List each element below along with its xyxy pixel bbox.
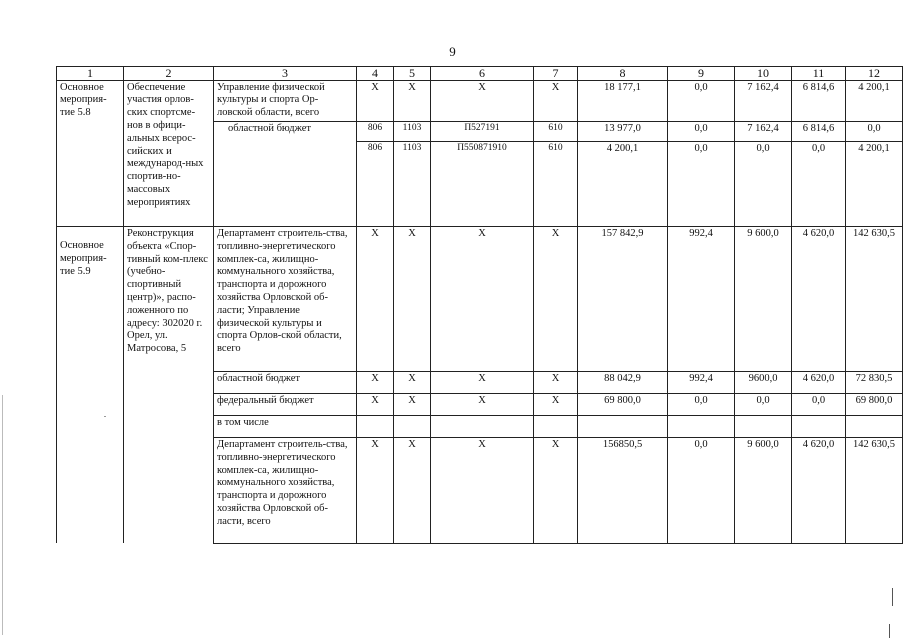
header-cell: 7 [534,67,578,81]
cell-year-1: 0,0 [668,141,735,226]
cell-total: 13 977,0 [578,121,668,141]
cell-grbs: 806 [357,141,394,226]
cell-year-4: 72 830,5 [846,371,903,393]
header-cell: 3 [214,67,357,81]
cell-year-4: 4 200,1 [846,80,903,121]
cell-year-2: 7 162,4 [735,121,792,141]
cell-section: X [394,393,431,415]
cell-section: X [394,371,431,393]
cell-year-2: 7 162,4 [735,80,792,121]
scan-artifact-line [892,588,893,606]
cell-year-1: 0,0 [668,437,735,543]
cell-expense-type: X [534,371,578,393]
table-row [57,80,903,121]
cell-grbs: X [357,226,394,371]
cell-year-3: 0,0 [792,141,846,226]
cell-year-1: 992,4 [668,371,735,393]
cell-year-3: 6 814,6 [792,121,846,141]
header-cell: 2 [124,67,214,81]
header-cell: 5 [394,67,431,81]
cell-year-4: 4 200,1 [846,141,903,226]
cell-year-3: 6 814,6 [792,80,846,121]
cell-year-1: 0,0 [668,393,735,415]
cell-target-article: X [431,393,534,415]
cell-target-article: П550871910 [431,141,534,226]
activity-label-text: Основное мероприя-тие 5.9 [60,239,107,277]
cell-expense-type: X [534,393,578,415]
cell-total: 157 842,9 [578,226,668,371]
cell-expense-type: 610 [534,141,578,226]
cell-expense-type: X [534,80,578,121]
cell-year-3: 0,0 [792,393,846,415]
cell-section: 1103 [394,141,431,226]
cell-total: 18 177,1 [578,80,668,121]
executor-cell: областной бюджет [214,371,357,393]
header-cell: 9 [668,67,735,81]
executor-cell: Управление физической культуры и спорта Ор-ловской области, всего [214,80,357,121]
cell-year-2: 0,0 [735,141,792,226]
scan-artifact-line [2,395,3,635]
cell-section: 1103 [394,121,431,141]
executor-cell: областной бюджет [214,121,357,226]
cell-target-article [431,415,534,437]
cell-year-4: 0,0 [846,121,903,141]
cell-year-3 [792,415,846,437]
cell-target-article: X [431,226,534,371]
header-cell: 11 [792,67,846,81]
activity-description: Реконструкция объекта «Спор-тивный ком-плекс (учебно-спортивный центр)», распо-ложенного по адресу: 302020 г. Орел, ул. Матросова, 5 [124,226,214,543]
cell-section: X [394,437,431,543]
cell-year-3: 4 620,0 [792,226,846,371]
cell-target-article: X [431,371,534,393]
header-cell: 12 [846,67,903,81]
header-row [57,67,903,81]
cell-year-2: 9600,0 [735,371,792,393]
cell-total [578,415,668,437]
cell-year-4: 142 630,5 [846,437,903,543]
cell-target-article: П527191 [431,121,534,141]
header-cell: 10 [735,67,792,81]
cell-section: X [394,226,431,371]
cell-grbs: X [357,80,394,121]
cell-expense-type: X [534,226,578,371]
table-row [57,226,903,371]
cell-year-2: 9 600,0 [735,226,792,371]
cell-expense-type: X [534,437,578,543]
header-cell: 6 [431,67,534,81]
budget-table [56,66,903,544]
cell-total: 69 800,0 [578,393,668,415]
cell-year-1: 0,0 [668,80,735,121]
page-number: 9 [449,44,456,59]
cell-year-1 [668,415,735,437]
activity-label [57,226,124,543]
cell-grbs: X [357,437,394,543]
cell-total: 88 042,9 [578,371,668,393]
header-cell: 4 [357,67,394,81]
cell-section [394,415,431,437]
cell-year-1: 0,0 [668,121,735,141]
cell-expense-type: 610 [534,121,578,141]
scan-artifact-dot [104,416,106,417]
cell-grbs: X [357,393,394,415]
cell-year-1: 992,4 [668,226,735,371]
cell-target-article: X [431,80,534,121]
cell-section: X [394,80,431,121]
activity-description: Обеспечение участия орлов-ских спортсме-нов в офици-альных всерос-сийских и международ-ных спортив-но-массовых мероприятиях [124,80,214,226]
cell-year-3: 4 620,0 [792,437,846,543]
cell-year-2: 9 600,0 [735,437,792,543]
executor-cell: Департамент строитель-ства, топливно-энергетического комплек-са, жилищно-коммунального хозяйства, транспорта и дорожного хозяйства Орловской об-ласти; Управление физической культуры и спорта Орлов-ской области, всего [214,226,357,371]
header-cell: 8 [578,67,668,81]
cell-year-2: 0,0 [735,393,792,415]
cell-total: 156850,5 [578,437,668,543]
cell-grbs: X [357,371,394,393]
cell-total: 4 200,1 [578,141,668,226]
cell-grbs: 806 [357,121,394,141]
cell-year-2 [735,415,792,437]
executor-cell: в том числе [214,415,357,437]
scan-artifact-line [889,624,890,638]
cell-year-3: 4 620,0 [792,371,846,393]
cell-target-article: X [431,437,534,543]
cell-year-4: 142 630,5 [846,226,903,371]
cell-year-4 [846,415,903,437]
cell-expense-type [534,415,578,437]
activity-label: Основное мероприя-тие 5.8 [57,80,124,226]
cell-grbs [357,415,394,437]
cell-year-4: 69 800,0 [846,393,903,415]
executor-cell: федеральный бюджет [214,393,357,415]
executor-cell: Департамент строитель-ства, топливно-энергетического комплек-са, жилищно-коммунального хозяйства, транспорта и дорожного хозяйства Орловской об-ласти, всего [214,437,357,543]
header-cell: 1 [57,67,124,81]
